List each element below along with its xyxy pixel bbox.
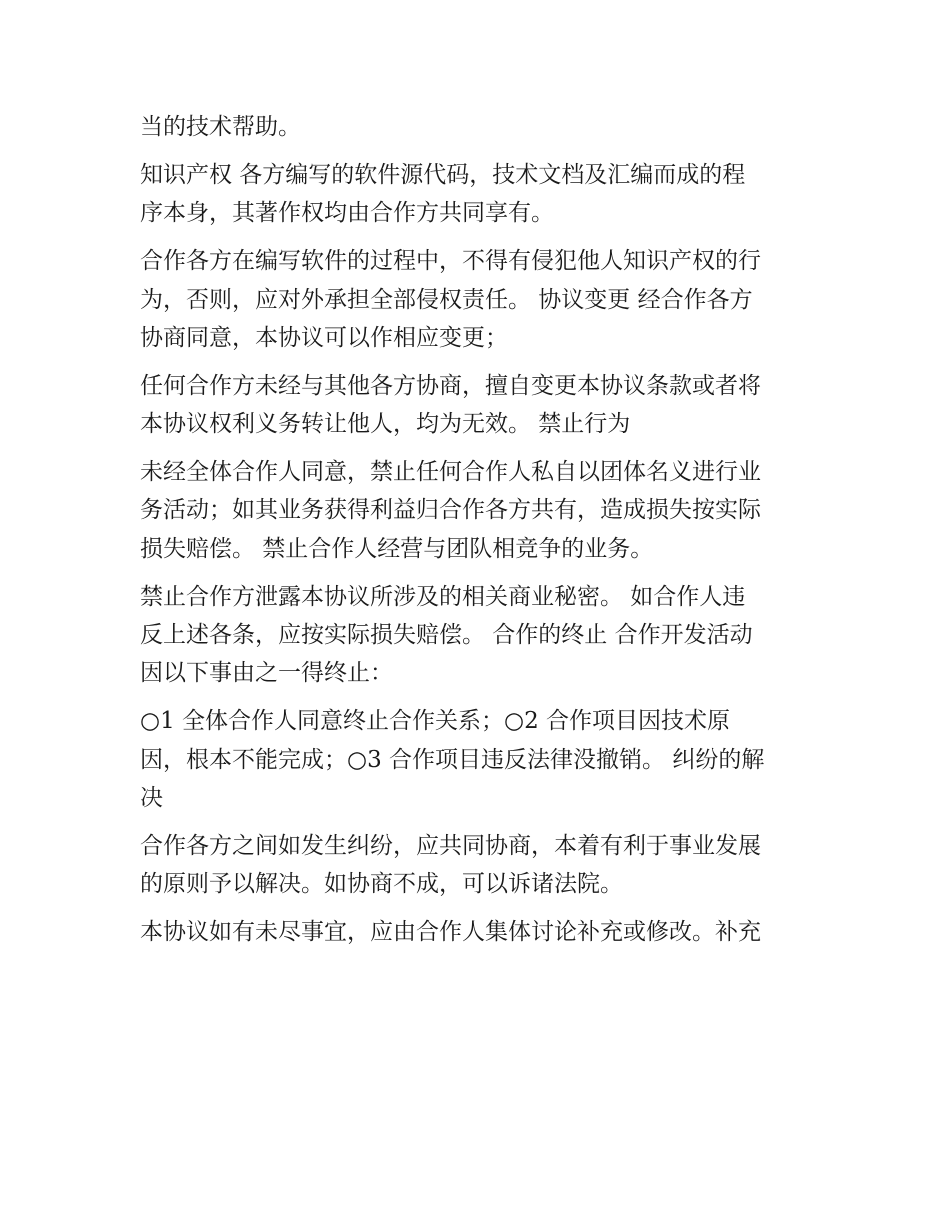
text-line: 因，根本不能完成；○3 合作项目违反法律没撤销。 纠纷的解 xyxy=(140,746,765,773)
text-line: 本协议权利义务转让他人，均为无效。 禁止行为 xyxy=(140,411,631,438)
text-line: 序本身，其著作权均由合作方共同享有。 xyxy=(140,200,554,227)
document-body xyxy=(140,108,815,951)
text-line: 的原则予以解决。如协商不成，可以诉诸法院。 xyxy=(140,871,623,898)
text-line: 任何合作方未经与其他各方协商，擅自变更本协议条款或者将 xyxy=(140,372,761,399)
text-line: 因以下事由之一得终止： xyxy=(140,660,393,687)
text-line: 未经全体合作人同意，禁止任何合作人私自以团体名义进行业 xyxy=(140,459,761,486)
text-line: 禁止合作方泄露本协议所涉及的相关商业秘密。 如合作人违 xyxy=(140,583,746,610)
text-line: 反上述各条，应按实际损失赔偿。 合作的终止 合作开发活动 xyxy=(140,622,753,648)
text-line: 合作各方在编写软件的过程中，不得有侵犯他人知识产权的行 xyxy=(140,248,761,275)
text-line: 务活动；如其业务获得利益归合作各方共有，造成损失按实际 xyxy=(140,497,761,524)
text-line: 协商同意，本协议可以作相应变更； xyxy=(140,324,508,351)
text-line: 合作各方之间如发生纠纷，应共同协商，本着有利于事业发展 xyxy=(140,832,761,859)
text-line: 当的技术帮助。 xyxy=(140,114,301,140)
text-line: 损失赔偿。 禁止合作人经营与团队相竞争的业务。 xyxy=(140,535,654,562)
text-line: 本协议如有未尽事宜，应由合作人集体讨论补充或修改。补充 xyxy=(140,919,761,946)
text-line: 为，否则，应对外承担全部侵权责任。 协议变更 经合作各方 xyxy=(140,286,753,313)
text-line: 知识产权 各方编写的软件源代码，技术文档及汇编而成的程 xyxy=(140,161,746,188)
text-line: 决 xyxy=(140,784,163,811)
text-line: ○1 全体合作人同意终止合作关系；○2 合作项目因技术原 xyxy=(140,708,731,735)
